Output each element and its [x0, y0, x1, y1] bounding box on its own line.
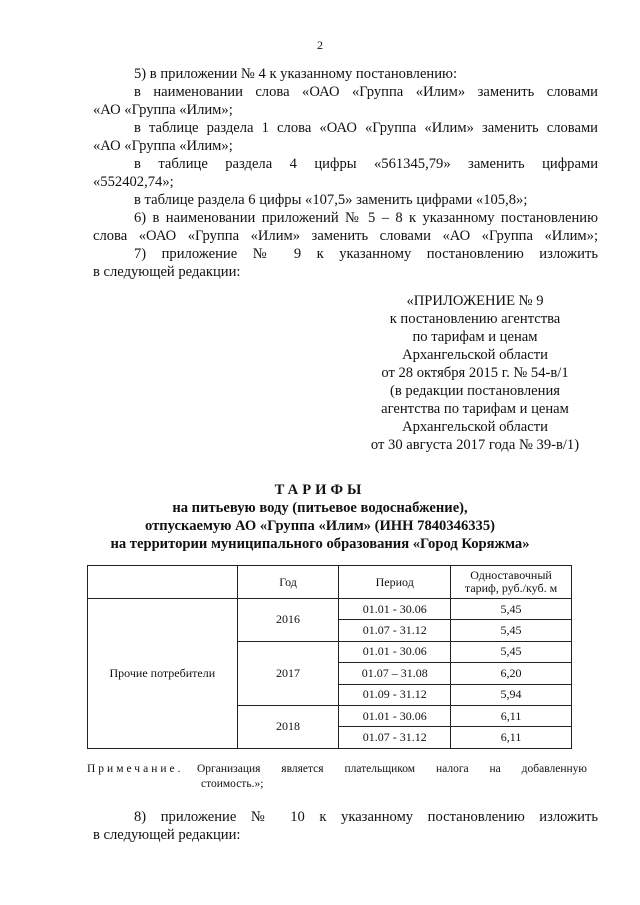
- appendix-line: Архангельской области: [402, 347, 548, 363]
- document-title: ТАРИФЫ: [274, 482, 366, 498]
- body-line: в наименовании слова «ОАО «Группа «Илим» заменить словами: [134, 84, 598, 100]
- body-line: в таблице раздела 6 цифры «107,5» заменить цифрами «105,8»;: [134, 192, 528, 208]
- page-number: 2: [317, 38, 323, 52]
- header-tariff: Одноставочный тариф, руб./куб. м: [451, 566, 572, 599]
- year-cell: 2017: [237, 641, 339, 705]
- title-line: отпускаемую АО «Группа «Илим» (ИНН 7840346335): [145, 518, 495, 534]
- period-cell: 01.09 - 31.12: [339, 684, 451, 705]
- period-cell: 01.01 - 30.06: [339, 599, 451, 620]
- note-text: Организация является плательщиком налога на добавленную: [197, 763, 587, 775]
- header-category: [88, 566, 238, 599]
- category-cell: Прочие потребители: [88, 599, 238, 749]
- period-cell: 01.01 - 30.06: [339, 641, 451, 662]
- body-line: 8) приложение № 10 к указанному постановлению изложить: [134, 809, 598, 825]
- table-row: [88, 599, 572, 620]
- appendix-line: к постановлению агентства: [389, 311, 561, 327]
- appendix-line: от 28 октября 2015 г. № 54-в/1: [381, 365, 569, 381]
- tariff-cell: 6,11: [451, 705, 572, 726]
- tariff-cell: 6,11: [451, 727, 572, 748]
- body-line: в таблице раздела 4 цифры «561345,79» заменить цифрами: [134, 156, 598, 172]
- header-year: Год: [237, 566, 339, 599]
- body-line: слова «ОАО «Группа «Илим» заменить словами «АО «Группа «Илим»;: [93, 228, 598, 244]
- appendix-line: (в редакции постановления: [390, 383, 560, 399]
- header-period: Период: [339, 566, 451, 599]
- note-label: Примечание.: [87, 763, 184, 775]
- body-line: «АО «Группа «Илим»;: [93, 138, 233, 154]
- title-line: на питьевую воду (питьевое водоснабжение),: [172, 500, 468, 516]
- appendix-line: агентства по тарифам и ценам: [381, 401, 569, 417]
- year-cell: 2016: [237, 599, 339, 642]
- body-line: в следующей редакции:: [93, 264, 241, 280]
- tariff-table: [87, 565, 572, 749]
- table-header-row: [88, 566, 572, 599]
- year-cell: 2018: [237, 705, 339, 748]
- tariff-cell: 5,45: [451, 641, 572, 662]
- period-cell: 01.07 - 31.12: [339, 727, 451, 748]
- period-cell: 01.07 - 31.12: [339, 620, 451, 641]
- body-line: «552402,74»;: [93, 174, 174, 190]
- period-cell: 01.07 – 31.08: [339, 663, 451, 684]
- body-line: в следующей редакции:: [93, 827, 241, 843]
- appendix-line: Архангельской области: [402, 419, 548, 435]
- appendix-line: от 30 августа 2017 года № 39-в/1): [370, 437, 580, 453]
- table-note: [87, 762, 597, 792]
- body-line: 6) в наименовании приложений № 5 – 8 к указанному постановлению: [134, 210, 598, 226]
- body-line: 5) в приложении № 4 к указанному постановлению:: [134, 66, 458, 82]
- tariff-cell: 5,45: [451, 599, 572, 620]
- tariff-cell: 5,94: [451, 684, 572, 705]
- tariff-cell: 5,45: [451, 620, 572, 641]
- appendix-line: «ПРИЛОЖЕНИЕ № 9: [406, 293, 544, 309]
- appendix-header: [330, 292, 620, 454]
- body-line: в таблице раздела 1 слова «ОАО «Группа «Илим» заменить словами: [134, 120, 598, 136]
- body-line: «АО «Группа «Илим»;: [93, 102, 233, 118]
- tariff-cell: 6,20: [451, 663, 572, 684]
- body-line: 7) приложение № 9 к указанному постановлению изложить: [134, 246, 598, 262]
- title-line: на территории муниципального образования «Город Коряжма»: [110, 536, 530, 552]
- period-cell: 01.01 - 30.06: [339, 705, 451, 726]
- appendix-line: по тарифам и ценам: [412, 329, 538, 345]
- note-text-continued: стоимость.»;: [201, 778, 264, 790]
